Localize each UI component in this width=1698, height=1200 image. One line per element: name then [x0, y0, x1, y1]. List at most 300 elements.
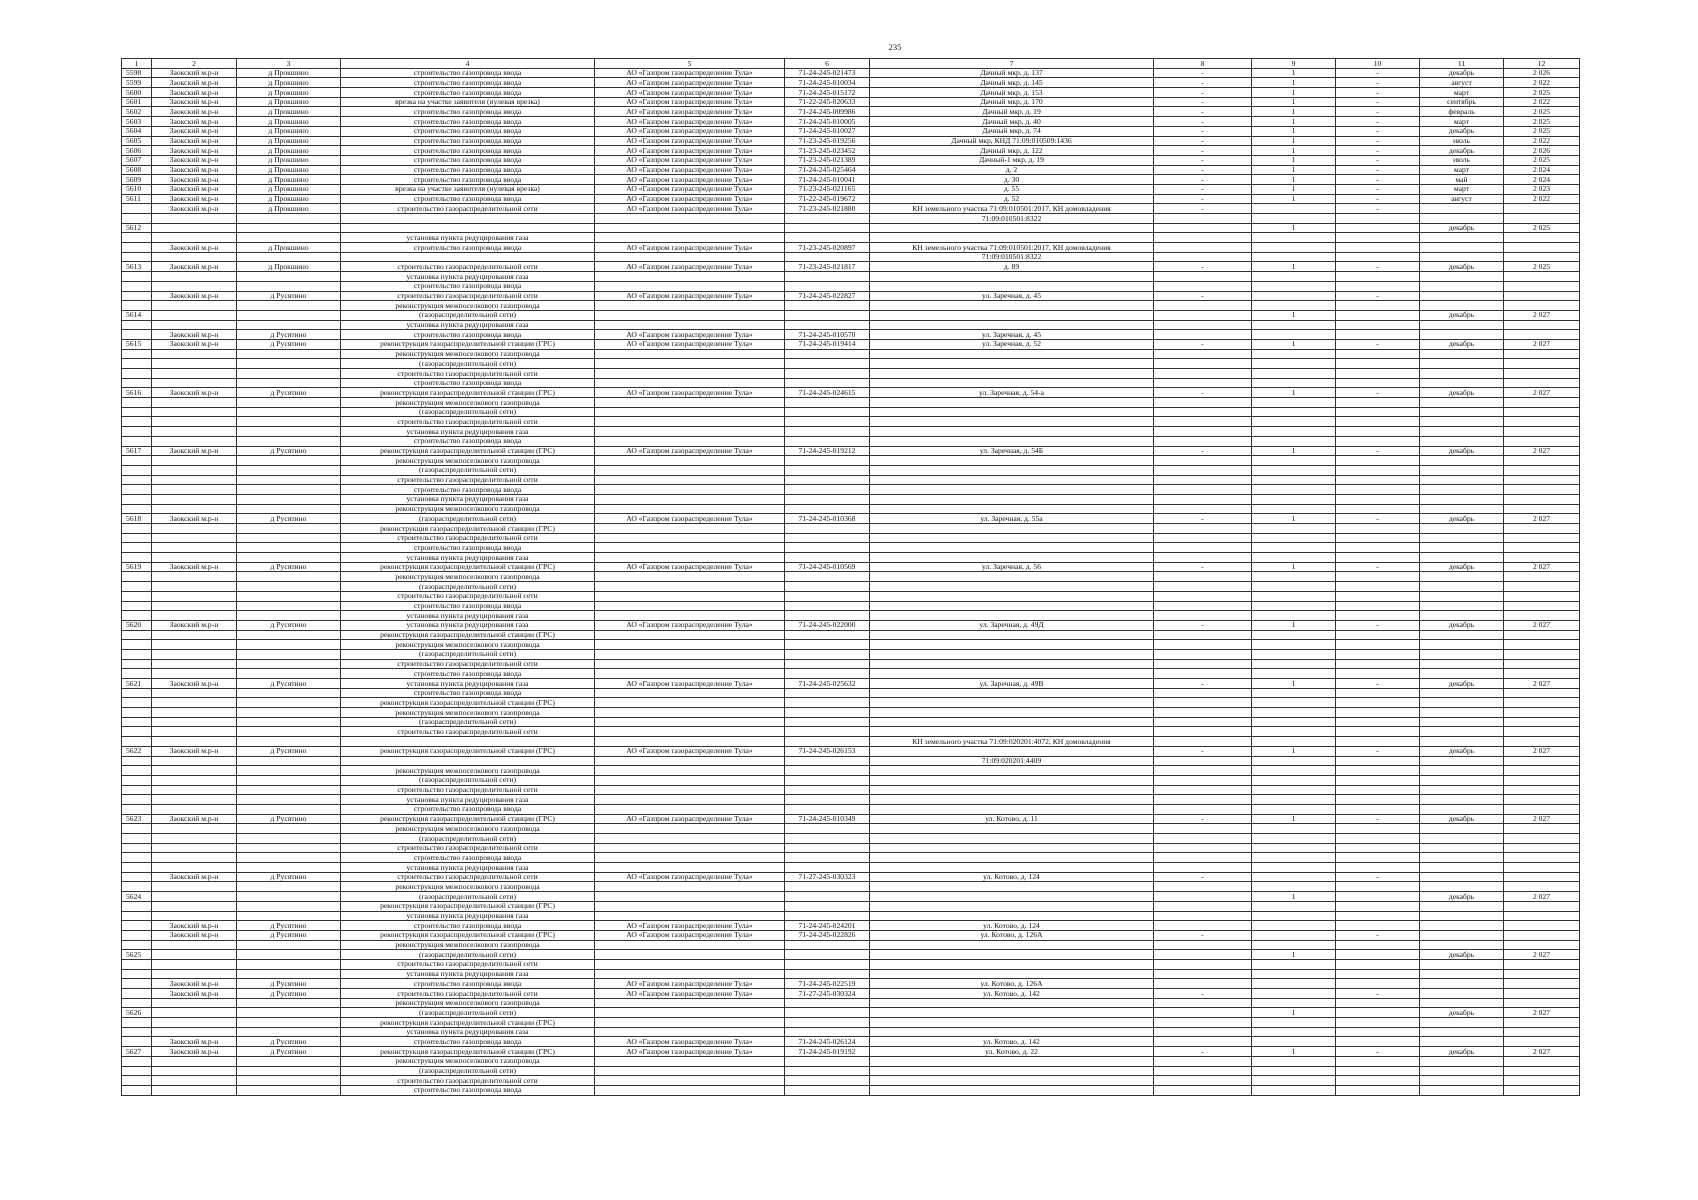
- cell-address: КН земельного участка 71:09:010501:2017, КН домовладения: [870, 243, 1154, 253]
- cell-application-number: [785, 359, 870, 369]
- cell-settlement: д Прокшино: [237, 136, 341, 146]
- cell-month: декабрь: [1420, 950, 1504, 960]
- cell-work-type: строительство газораспределительной сети: [341, 989, 595, 999]
- cell-address: ул. Котово, д. 126А: [870, 930, 1154, 940]
- header-cell: 9: [1252, 59, 1336, 69]
- cell-month: [1420, 611, 1504, 621]
- cell-col-10: [1336, 417, 1420, 427]
- cell-address: 71:09:020201:4409: [870, 756, 1154, 766]
- cell-year: 2 022: [1504, 97, 1580, 107]
- cell-year: [1504, 1076, 1580, 1086]
- cell-col-9: [1252, 543, 1336, 553]
- cell-address: ул. Котово, д. 11: [870, 814, 1154, 824]
- table-row: [122, 775, 1580, 785]
- cell-col-10: [1336, 1037, 1420, 1047]
- table-row: [122, 921, 1580, 931]
- cell-col-10: [1336, 301, 1420, 311]
- cell-col-8: -: [1154, 339, 1252, 349]
- cell-settlement: д Прокшино: [237, 126, 341, 136]
- cell-month: [1420, 475, 1504, 485]
- cell-col-8: [1154, 892, 1252, 902]
- cell-settlement: [237, 1085, 341, 1095]
- table-row: [122, 436, 1580, 446]
- cell-col-8: [1154, 863, 1252, 873]
- cell-settlement: д Прокшино: [237, 88, 341, 98]
- cell-col-9: [1252, 1066, 1336, 1076]
- cell-district: [152, 485, 237, 495]
- cell-year: 2 027: [1504, 950, 1580, 960]
- cell-year: [1504, 901, 1580, 911]
- cell-col-10: [1336, 543, 1420, 553]
- cell-work-type: строительство газораспределительной сети: [341, 369, 595, 379]
- cell-organization: [595, 475, 785, 485]
- cell-col-8: -: [1154, 97, 1252, 107]
- cell-district: [152, 669, 237, 679]
- table-row: [122, 456, 1580, 466]
- cell-settlement: [237, 310, 341, 320]
- cell-work-type: установка пункта редуцирования газа: [341, 1027, 595, 1037]
- cell-month: [1420, 775, 1504, 785]
- cell-address: [870, 611, 1154, 621]
- cell-month: май: [1420, 175, 1504, 185]
- cell-month: [1420, 504, 1504, 514]
- cell-month: [1420, 785, 1504, 795]
- cell-col-10: [1336, 572, 1420, 582]
- cell-col-10: [1336, 369, 1420, 379]
- cell-col-10: [1336, 795, 1420, 805]
- cell-organization: АО «Газпром газораспределение Тула»: [595, 1047, 785, 1057]
- cell-settlement: [237, 494, 341, 504]
- table-row: [122, 369, 1580, 379]
- cell-col-10: [1336, 214, 1420, 224]
- cell-year: 2 023: [1504, 184, 1580, 194]
- cell-col-8: -: [1154, 930, 1252, 940]
- cell-settlement: [237, 775, 341, 785]
- table-row: [122, 1008, 1580, 1018]
- cell-row-number: [122, 737, 152, 747]
- cell-district: [152, 281, 237, 291]
- cell-row-number: [122, 766, 152, 776]
- cell-col-8: [1154, 775, 1252, 785]
- cell-district: [152, 407, 237, 417]
- cell-address: ул. Котово, д. 124: [870, 872, 1154, 882]
- cell-settlement: [237, 524, 341, 534]
- cell-work-type: (газораспределительной сети): [341, 514, 595, 524]
- table-row: [122, 175, 1580, 185]
- cell-col-10: [1336, 233, 1420, 243]
- cell-settlement: [237, 940, 341, 950]
- cell-year: [1504, 998, 1580, 1008]
- cell-application-number: 71-24-245-026124: [785, 1037, 870, 1047]
- cell-district: [152, 785, 237, 795]
- cell-district: [152, 320, 237, 330]
- cell-col-10: -: [1336, 446, 1420, 456]
- cell-row-number: 5600: [122, 88, 152, 98]
- cell-address: ул. Заречная, д. 55а: [870, 514, 1154, 524]
- cell-row-number: [122, 649, 152, 659]
- cell-address: ул. Котово, д. 126А: [870, 979, 1154, 989]
- table-row: [122, 708, 1580, 718]
- cell-settlement: д Русятино: [237, 1047, 341, 1057]
- cell-address: ул. Котово, д. 142: [870, 989, 1154, 999]
- cell-organization: [595, 223, 785, 233]
- cell-district: [152, 940, 237, 950]
- cell-col-8: [1154, 601, 1252, 611]
- table-row: [122, 1056, 1580, 1066]
- cell-application-number: 71-27-245-030323: [785, 872, 870, 882]
- cell-settlement: д Русятино: [237, 1037, 341, 1047]
- cell-year: [1504, 698, 1580, 708]
- cell-settlement: [237, 824, 341, 834]
- cell-col-9: 1: [1252, 136, 1336, 146]
- cell-organization: [595, 843, 785, 853]
- cell-application-number: [785, 863, 870, 873]
- cell-row-number: [122, 863, 152, 873]
- cell-settlement: [237, 795, 341, 805]
- cell-col-8: [1154, 301, 1252, 311]
- cell-application-number: [785, 659, 870, 669]
- cell-year: [1504, 795, 1580, 805]
- cell-work-type: установка пункта редуцирования газа: [341, 320, 595, 330]
- cell-settlement: д Прокшино: [237, 78, 341, 88]
- table-row: [122, 591, 1580, 601]
- cell-application-number: [785, 834, 870, 844]
- cell-settlement: [237, 1008, 341, 1018]
- cell-row-number: [122, 795, 152, 805]
- cell-work-type: установка пункта редуцирования газа: [341, 427, 595, 437]
- cell-application-number: 71-24-245-025464: [785, 165, 870, 175]
- cell-district: [152, 708, 237, 718]
- cell-col-9: [1252, 1027, 1336, 1037]
- cell-application-number: [785, 301, 870, 311]
- cell-year: [1504, 291, 1580, 301]
- cell-address: [870, 659, 1154, 669]
- cell-year: [1504, 494, 1580, 504]
- cell-year: [1504, 1056, 1580, 1066]
- cell-address: [870, 640, 1154, 650]
- cell-settlement: д Русятино: [237, 339, 341, 349]
- cell-application-number: [785, 640, 870, 650]
- cell-district: [152, 601, 237, 611]
- cell-col-10: -: [1336, 68, 1420, 78]
- cell-col-9: [1252, 698, 1336, 708]
- cell-work-type: строительство газопровода ввода: [341, 979, 595, 989]
- cell-row-number: 5601: [122, 97, 152, 107]
- cell-application-number: 71-24-245-026153: [785, 746, 870, 756]
- cell-year: [1504, 456, 1580, 466]
- table-row: [122, 485, 1580, 495]
- cell-district: [152, 310, 237, 320]
- cell-settlement: [237, 465, 341, 475]
- cell-settlement: [237, 1056, 341, 1066]
- table-row: [122, 620, 1580, 630]
- cell-work-type: строительство газопровода ввода: [341, 136, 595, 146]
- cell-settlement: д Прокшино: [237, 165, 341, 175]
- cell-col-9: [1252, 640, 1336, 650]
- cell-col-9: [1252, 204, 1336, 214]
- cell-year: [1504, 427, 1580, 437]
- cell-address: [870, 436, 1154, 446]
- cell-address: КН земельного участка 71:09:020201:4072, КН домовладения: [870, 737, 1154, 747]
- cell-application-number: 71-24-245-010034: [785, 78, 870, 88]
- cell-address: [870, 1056, 1154, 1066]
- cell-year: [1504, 204, 1580, 214]
- cell-settlement: д Русятино: [237, 814, 341, 824]
- cell-address: [870, 485, 1154, 495]
- cell-col-8: -: [1154, 262, 1252, 272]
- table-row: [122, 553, 1580, 563]
- cell-work-type: (газораспределительной сети): [341, 1066, 595, 1076]
- cell-col-8: -: [1154, 78, 1252, 88]
- cell-work-type: строительство газопровода ввода: [341, 107, 595, 117]
- cell-year: 2 022: [1504, 78, 1580, 88]
- cell-row-number: [122, 824, 152, 834]
- cell-year: 2 027: [1504, 562, 1580, 572]
- cell-col-8: [1154, 591, 1252, 601]
- cell-year: 2 024: [1504, 165, 1580, 175]
- cell-settlement: [237, 756, 341, 766]
- cell-col-9: [1252, 582, 1336, 592]
- cell-col-9: [1252, 281, 1336, 291]
- cell-col-10: -: [1336, 514, 1420, 524]
- cell-col-10: [1336, 1008, 1420, 1018]
- cell-col-8: [1154, 921, 1252, 931]
- cell-address: Дачный мкр, д. 40: [870, 117, 1154, 127]
- cell-organization: [595, 252, 785, 262]
- cell-district: [152, 959, 237, 969]
- cell-settlement: [237, 998, 341, 1008]
- cell-col-9: [1252, 649, 1336, 659]
- cell-col-9: 1: [1252, 146, 1336, 156]
- cell-address: [870, 504, 1154, 514]
- cell-col-9: [1252, 959, 1336, 969]
- cell-work-type: строительство газораспределительной сети: [341, 204, 595, 214]
- cell-year: [1504, 834, 1580, 844]
- cell-row-number: 5624: [122, 892, 152, 902]
- cell-row-number: [122, 872, 152, 882]
- cell-organization: [595, 398, 785, 408]
- table-row: [122, 872, 1580, 882]
- cell-organization: [595, 901, 785, 911]
- cell-district: [152, 737, 237, 747]
- cell-settlement: [237, 882, 341, 892]
- cell-district: [152, 1076, 237, 1086]
- cell-row-number: 5604: [122, 126, 152, 136]
- cell-year: [1504, 921, 1580, 931]
- cell-col-10: -: [1336, 155, 1420, 165]
- cell-col-10: [1336, 310, 1420, 320]
- cell-row-number: 5616: [122, 388, 152, 398]
- cell-col-10: [1336, 785, 1420, 795]
- cell-year: [1504, 417, 1580, 427]
- cell-col-8: -: [1154, 679, 1252, 689]
- cell-month: [1420, 398, 1504, 408]
- header-cell: 12: [1504, 59, 1580, 69]
- cell-year: [1504, 330, 1580, 340]
- cell-col-8: [1154, 281, 1252, 291]
- cell-district: Заокский м.р-н: [152, 146, 237, 156]
- table-row: [122, 88, 1580, 98]
- cell-work-type: установка пункта редуцирования газа: [341, 911, 595, 921]
- cell-settlement: [237, 591, 341, 601]
- cell-row-number: [122, 233, 152, 243]
- cell-year: [1504, 669, 1580, 679]
- cell-col-9: 1: [1252, 107, 1336, 117]
- table-row: [122, 533, 1580, 543]
- cell-application-number: [785, 969, 870, 979]
- cell-row-number: [122, 591, 152, 601]
- cell-month: [1420, 969, 1504, 979]
- cell-organization: [595, 611, 785, 621]
- cell-col-9: [1252, 630, 1336, 640]
- cell-col-10: [1336, 223, 1420, 233]
- cell-district: Заокский м.р-н: [152, 262, 237, 272]
- cell-settlement: д Русятино: [237, 291, 341, 301]
- cell-col-9: [1252, 272, 1336, 282]
- cell-col-8: -: [1154, 184, 1252, 194]
- cell-settlement: д Русятино: [237, 446, 341, 456]
- cell-application-number: 71-23-245-023452: [785, 146, 870, 156]
- cell-col-8: [1154, 843, 1252, 853]
- cell-month: [1420, 301, 1504, 311]
- cell-application-number: [785, 669, 870, 679]
- cell-month: июль: [1420, 136, 1504, 146]
- cell-col-9: [1252, 533, 1336, 543]
- cell-row-number: [122, 1027, 152, 1037]
- cell-col-10: [1336, 320, 1420, 330]
- cell-district: Заокский м.р-н: [152, 88, 237, 98]
- cell-settlement: [237, 1076, 341, 1086]
- cell-row-number: [122, 407, 152, 417]
- cell-year: [1504, 824, 1580, 834]
- table-row: [122, 959, 1580, 969]
- cell-work-type: реконструкция газораспределительной станции (ГРС): [341, 901, 595, 911]
- cell-address: ул. Заречная, д. 45: [870, 330, 1154, 340]
- cell-organization: [595, 630, 785, 640]
- cell-col-9: [1252, 427, 1336, 437]
- cell-month: декабрь: [1420, 126, 1504, 136]
- cell-application-number: [785, 504, 870, 514]
- cell-organization: АО «Газпром газораспределение Тула»: [595, 446, 785, 456]
- cell-district: [152, 998, 237, 1008]
- cell-month: декабрь: [1420, 223, 1504, 233]
- cell-month: [1420, 766, 1504, 776]
- cell-row-number: 5598: [122, 68, 152, 78]
- cell-district: Заокский м.р-н: [152, 155, 237, 165]
- cell-col-8: [1154, 398, 1252, 408]
- cell-year: [1504, 979, 1580, 989]
- cell-col-10: [1336, 359, 1420, 369]
- cell-col-8: [1154, 766, 1252, 776]
- cell-month: [1420, 572, 1504, 582]
- cell-col-10: -: [1336, 146, 1420, 156]
- cell-application-number: [785, 485, 870, 495]
- cell-col-10: -: [1336, 339, 1420, 349]
- cell-address: ул. Заречная, д. 56: [870, 562, 1154, 572]
- cell-month: декабрь: [1420, 388, 1504, 398]
- cell-settlement: д Русятино: [237, 388, 341, 398]
- cell-year: [1504, 1018, 1580, 1028]
- cell-year: [1504, 882, 1580, 892]
- cell-month: [1420, 330, 1504, 340]
- cell-organization: [595, 1056, 785, 1066]
- cell-application-number: [785, 998, 870, 1008]
- cell-district: [152, 475, 237, 485]
- cell-month: декабрь: [1420, 1008, 1504, 1018]
- cell-row-number: [122, 756, 152, 766]
- cell-organization: АО «Газпром газораспределение Тула»: [595, 88, 785, 98]
- cell-row-number: 5602: [122, 107, 152, 117]
- table-row: [122, 901, 1580, 911]
- cell-col-10: [1336, 349, 1420, 359]
- cell-organization: АО «Газпром газораспределение Тула»: [595, 746, 785, 756]
- cell-col-10: [1336, 330, 1420, 340]
- cell-year: [1504, 1066, 1580, 1076]
- cell-district: [152, 233, 237, 243]
- cell-address: [870, 1027, 1154, 1037]
- cell-work-type: реконструкция межпоселкового газопровода: [341, 640, 595, 650]
- cell-address: [870, 398, 1154, 408]
- cell-month: [1420, 1066, 1504, 1076]
- cell-col-10: [1336, 533, 1420, 543]
- table-row: [122, 649, 1580, 659]
- cell-application-number: [785, 572, 870, 582]
- cell-col-10: [1336, 1018, 1420, 1028]
- cell-col-10: -: [1336, 814, 1420, 824]
- cell-month: [1420, 979, 1504, 989]
- cell-col-8: -: [1154, 291, 1252, 301]
- table-row: [122, 427, 1580, 437]
- cell-work-type: (газораспределительной сети): [341, 717, 595, 727]
- cell-district: Заокский м.р-н: [152, 514, 237, 524]
- cell-application-number: [785, 901, 870, 911]
- cell-row-number: 5619: [122, 562, 152, 572]
- cell-col-9: [1252, 853, 1336, 863]
- cell-month: [1420, 688, 1504, 698]
- cell-settlement: [237, 630, 341, 640]
- cell-organization: [595, 320, 785, 330]
- cell-work-type: реконструкция газораспределительной станции (ГРС): [341, 746, 595, 756]
- cell-col-9: [1252, 717, 1336, 727]
- cell-work-type: строительство газораспределительной сети: [341, 417, 595, 427]
- cell-year: [1504, 766, 1580, 776]
- cell-month: [1420, 901, 1504, 911]
- cell-settlement: д Прокшино: [237, 175, 341, 185]
- cell-application-number: [785, 252, 870, 262]
- cell-month: [1420, 717, 1504, 727]
- cell-district: Заокский м.р-н: [152, 989, 237, 999]
- cell-col-9: [1252, 737, 1336, 747]
- table-row: [122, 998, 1580, 1008]
- table-row: [122, 930, 1580, 940]
- cell-district: Заокский м.р-н: [152, 679, 237, 689]
- table-row: [122, 979, 1580, 989]
- cell-col-10: [1336, 1056, 1420, 1066]
- cell-work-type: строительство газопровода ввода: [341, 330, 595, 340]
- cell-work-type: врезка на участке заявителя (нулевая врезка): [341, 97, 595, 107]
- cell-application-number: [785, 417, 870, 427]
- cell-col-9: 1: [1252, 165, 1336, 175]
- cell-row-number: [122, 533, 152, 543]
- cell-col-8: [1154, 1008, 1252, 1018]
- cell-row-number: [122, 688, 152, 698]
- cell-address: [870, 901, 1154, 911]
- cell-district: [152, 1085, 237, 1095]
- cell-application-number: [785, 456, 870, 466]
- cell-col-9: 1: [1252, 514, 1336, 524]
- cell-row-number: [122, 930, 152, 940]
- cell-year: [1504, 359, 1580, 369]
